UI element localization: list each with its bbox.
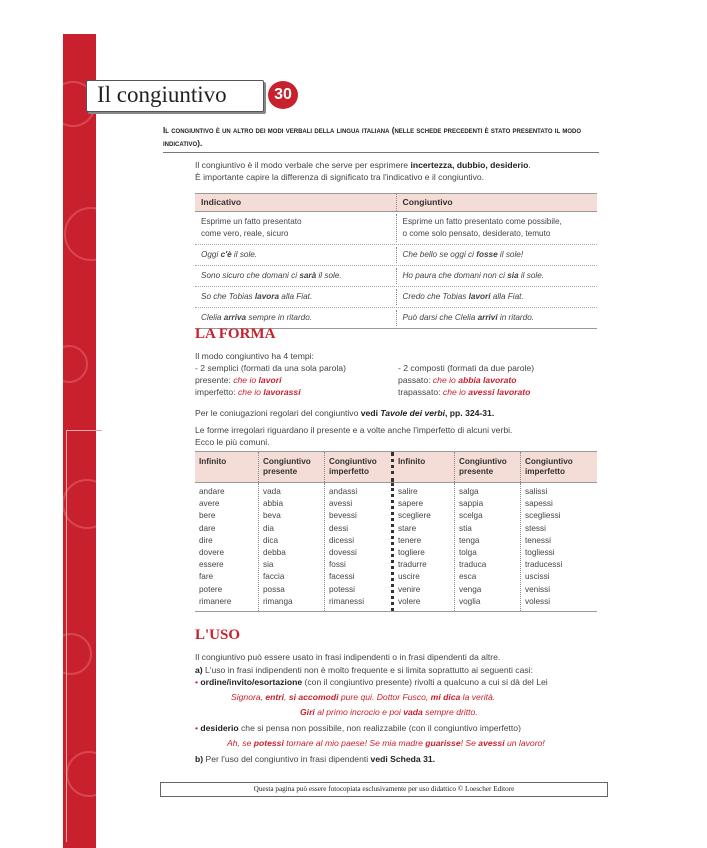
header-imperfetto: Congiuntivo imperfetto (520, 452, 587, 482)
header-indicativo: Indicativo (195, 194, 397, 211)
header-presente: Congiuntivo presente (454, 452, 520, 482)
description: Il congiuntivo è il modo verbale che serve per esprimere incertezza, dubbio, desiderio. È importante capire la differenza di significato tra l'indicativo e il congiuntivo. (195, 160, 531, 182)
regular-reference: Per le coniugazioni regolari del congiuntivo vedi Tavole dei verbi, pp. 324-31. (195, 408, 495, 418)
column-presente-right: salga sappia scelga stia tenga tolga traduca esca venga voglia (454, 483, 520, 611)
decorative-frame-line (66, 430, 102, 842)
title-bar (86, 80, 332, 112)
header-infinito: Infinito (391, 452, 454, 482)
table-row: So che Tobias lavora alla Fiat. Credo che Tobias lavori alla Fiat. (195, 287, 597, 308)
header-presente: Congiuntivo presente (258, 452, 324, 482)
irregular-intro: Le forme irregolari riguardano il presente e a volte anche l'imperfetto di alcuni verbi. Ecco le più comuni. (195, 425, 513, 447)
table-row: Oggi c'è il sole. Che bello se oggi ci fosse il sole! (195, 245, 597, 266)
column-infinito-left: andare avere bere dare dire dovere essere fare potere rimanere (199, 487, 232, 606)
column-infinito-right: salire sapere scegliere stare tenere togliere tradurre uscire venire volere (391, 483, 454, 611)
compare-table (195, 193, 597, 329)
header-congiuntivo: Congiuntivo (402, 197, 453, 207)
column-imperfetto-right: salissi sapessi scegliessi stessi tenessi togliessi traducessi uscissi venissi volessi (520, 483, 587, 611)
divider (163, 152, 599, 153)
intro-text: Il congiuntivo è un altro dei modi verbali della lingua italiana (nelle schede precedenti è stato presentato il modo indicativo). (163, 126, 582, 148)
forma-composite: - 2 composti (formati da due parole) passato: che io abbia lavorato trapassato: che io avessi lavorato (398, 363, 535, 397)
forma-simple: Il modo congiuntivo ha 4 tempi: - 2 semplici (formati da una sola parola) presente: che io lavori imperfetto: che io lavorassi (195, 351, 346, 397)
verbs-table-body (195, 483, 597, 612)
column-imperfetto-left: andassi avessi bevessi dessi dicessi dovessi fossi facessi potessi rimanessi (324, 483, 391, 611)
uso-text: Il congiuntivo può essere usato in frasi indipendenti o in frasi dipendenti da altre. a) L'uso in frasi indipendenti non è molto frequente e si limita soprattutto ai seguenti casi: • ordine/invito/esortazione (con il congiuntivo presente) rivolti a qualcuno a cui si dà del Lei Signora, entri, si accomodi pure qui. Dottor Fusco, mi dica la verità. Giri al primo incrocio e poi vada sempre dritto. • desiderio che si pensa non possibile, non realizzabile (con il congiuntivo imperfetto) Ah, se potessi tornare al mio paese! Se mia madre guarisse! Se avessi un lavoro! b) Per l'uso del congiuntivo in frasi dipendenti vedi Scheda 31. (195, 652, 548, 764)
column-presente-left: vada abbia beva dia dica debba sia faccia possa rimanga (258, 483, 324, 611)
header-imperfetto: Congiuntivo imperfetto (324, 452, 391, 482)
irregular-verbs-table (195, 451, 597, 612)
sheet-number-badge: 30 (268, 81, 298, 109)
copyright-footer: Questa pagina può essere fotocopiata esclusivamente per uso didattico © Loescher Editore (160, 782, 608, 797)
header-infinito: Infinito (199, 457, 227, 466)
verbs-table-header (195, 451, 597, 483)
table-row: Clelia arriva sempre in ritardo. Può darsi che Clelia arrivi in ritardo. (195, 308, 597, 329)
compare-table-header (195, 193, 597, 212)
section-heading-forma: LA FORMA (195, 326, 276, 342)
table-row: Sono sicuro che domani ci sarà il sole. Ho paura che domani non ci sia il sole. (195, 266, 597, 287)
table-row: Esprime un fatto presentato come vero, reale, sicuro Esprime un fatto presentato come possibile, o come solo pensato, desiderato, temuto (195, 212, 597, 245)
title-box (86, 80, 264, 112)
section-heading-uso: L'USO (195, 627, 241, 643)
page-title: Il congiuntivo (97, 82, 227, 107)
